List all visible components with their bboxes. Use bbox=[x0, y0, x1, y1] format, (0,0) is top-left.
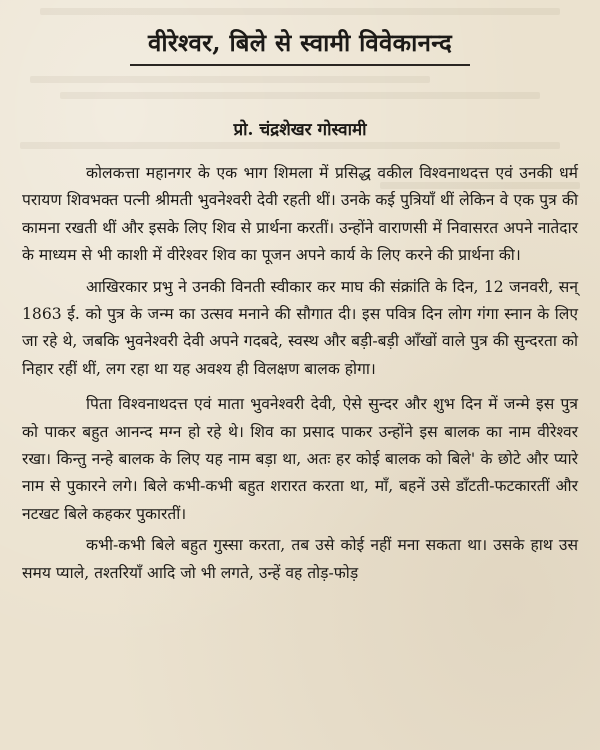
paragraph-3: पिता विश्वनाथदत्त एवं माता भुवनेश्वरी देवी, ऐसे सुन्दर और शुभ दिन में जन्मे इस पुत्र को पाकर बहुत आनन्द मग्न हो रहे थे। शिव का प्रसाद पाकर उन्होंने इस बालक का नाम वीरेश्वर रखा। किन्तु नन्हे बालक के लिए यह नाम बड़ा था, अतः हर कोई बालक को बिले' के छोटे और प्यारे नाम से पुकारने लगे। बिले कभी-कभी बहुत शरारत करता था, माँ, बहनें उसे डाँटती-फटकारतीं और नटखट बिले कहकर पुकारतीं। bbox=[22, 395, 578, 523]
article-body bbox=[22, 160, 578, 587]
paragraph-2: आखिरकार प्रभु ने उनकी विनती स्वीकार कर माघ की संक्रांति के दिन, 12 जनवरी, सन् 1863 ई. को पुत्र के जन्म का उत्सव मनाने की सौगात दी। इस पवित्र दिन लोग गंगा स्नान के लिए जा रहे थे, जबकि भुवनेश्वरी देवी अपने गदबदे, स्वस्थ और बड़ी-बड़ी आँखों वाले पुत्र की सुन्दरता को निहार रहीं थीं, लग रहा था यह अवश्य ही विलक्षण बालक होगा। bbox=[22, 277, 578, 378]
paragraph-4: कभी-कभी बिले बहुत गुस्सा करता, तब उसे कोई नहीं मना सकता था। उसके हाथ उस समय प्याले, तश्तरियाँ आदि जो भी लगते, उन्हें वह तोड़-फोड़ bbox=[22, 536, 578, 582]
paragraph-1: कोलकत्ता महानगर के एक भाग शिमला में प्रसिद्ध वकील विश्वनाथदत्त एवं उनकी धर्म परायण शिवभक्त पत्नी श्रीमती भुवनेश्वरी देवी रहती थीं। उनके कई पुत्रियाँ थीं लेकिन वे एक पुत्र की कामना रखती थीं और इसके लिए शिव से प्रार्थना करतीं। उन्होंने वाराणसी में निवासरत अपने नातेदार के माध्यम से भी काशी में वीरेश्वर शिव का पूजन अपने कार्य के लिए करने की प्रार्थना की। bbox=[22, 164, 578, 265]
author-name: प्रो. चंद्रशेखर गोस्वामी bbox=[233, 120, 367, 140]
title-underline bbox=[130, 64, 470, 66]
article-title: वीरेश्वर, बिले से स्वामी विवेकानन्द bbox=[147, 28, 453, 57]
